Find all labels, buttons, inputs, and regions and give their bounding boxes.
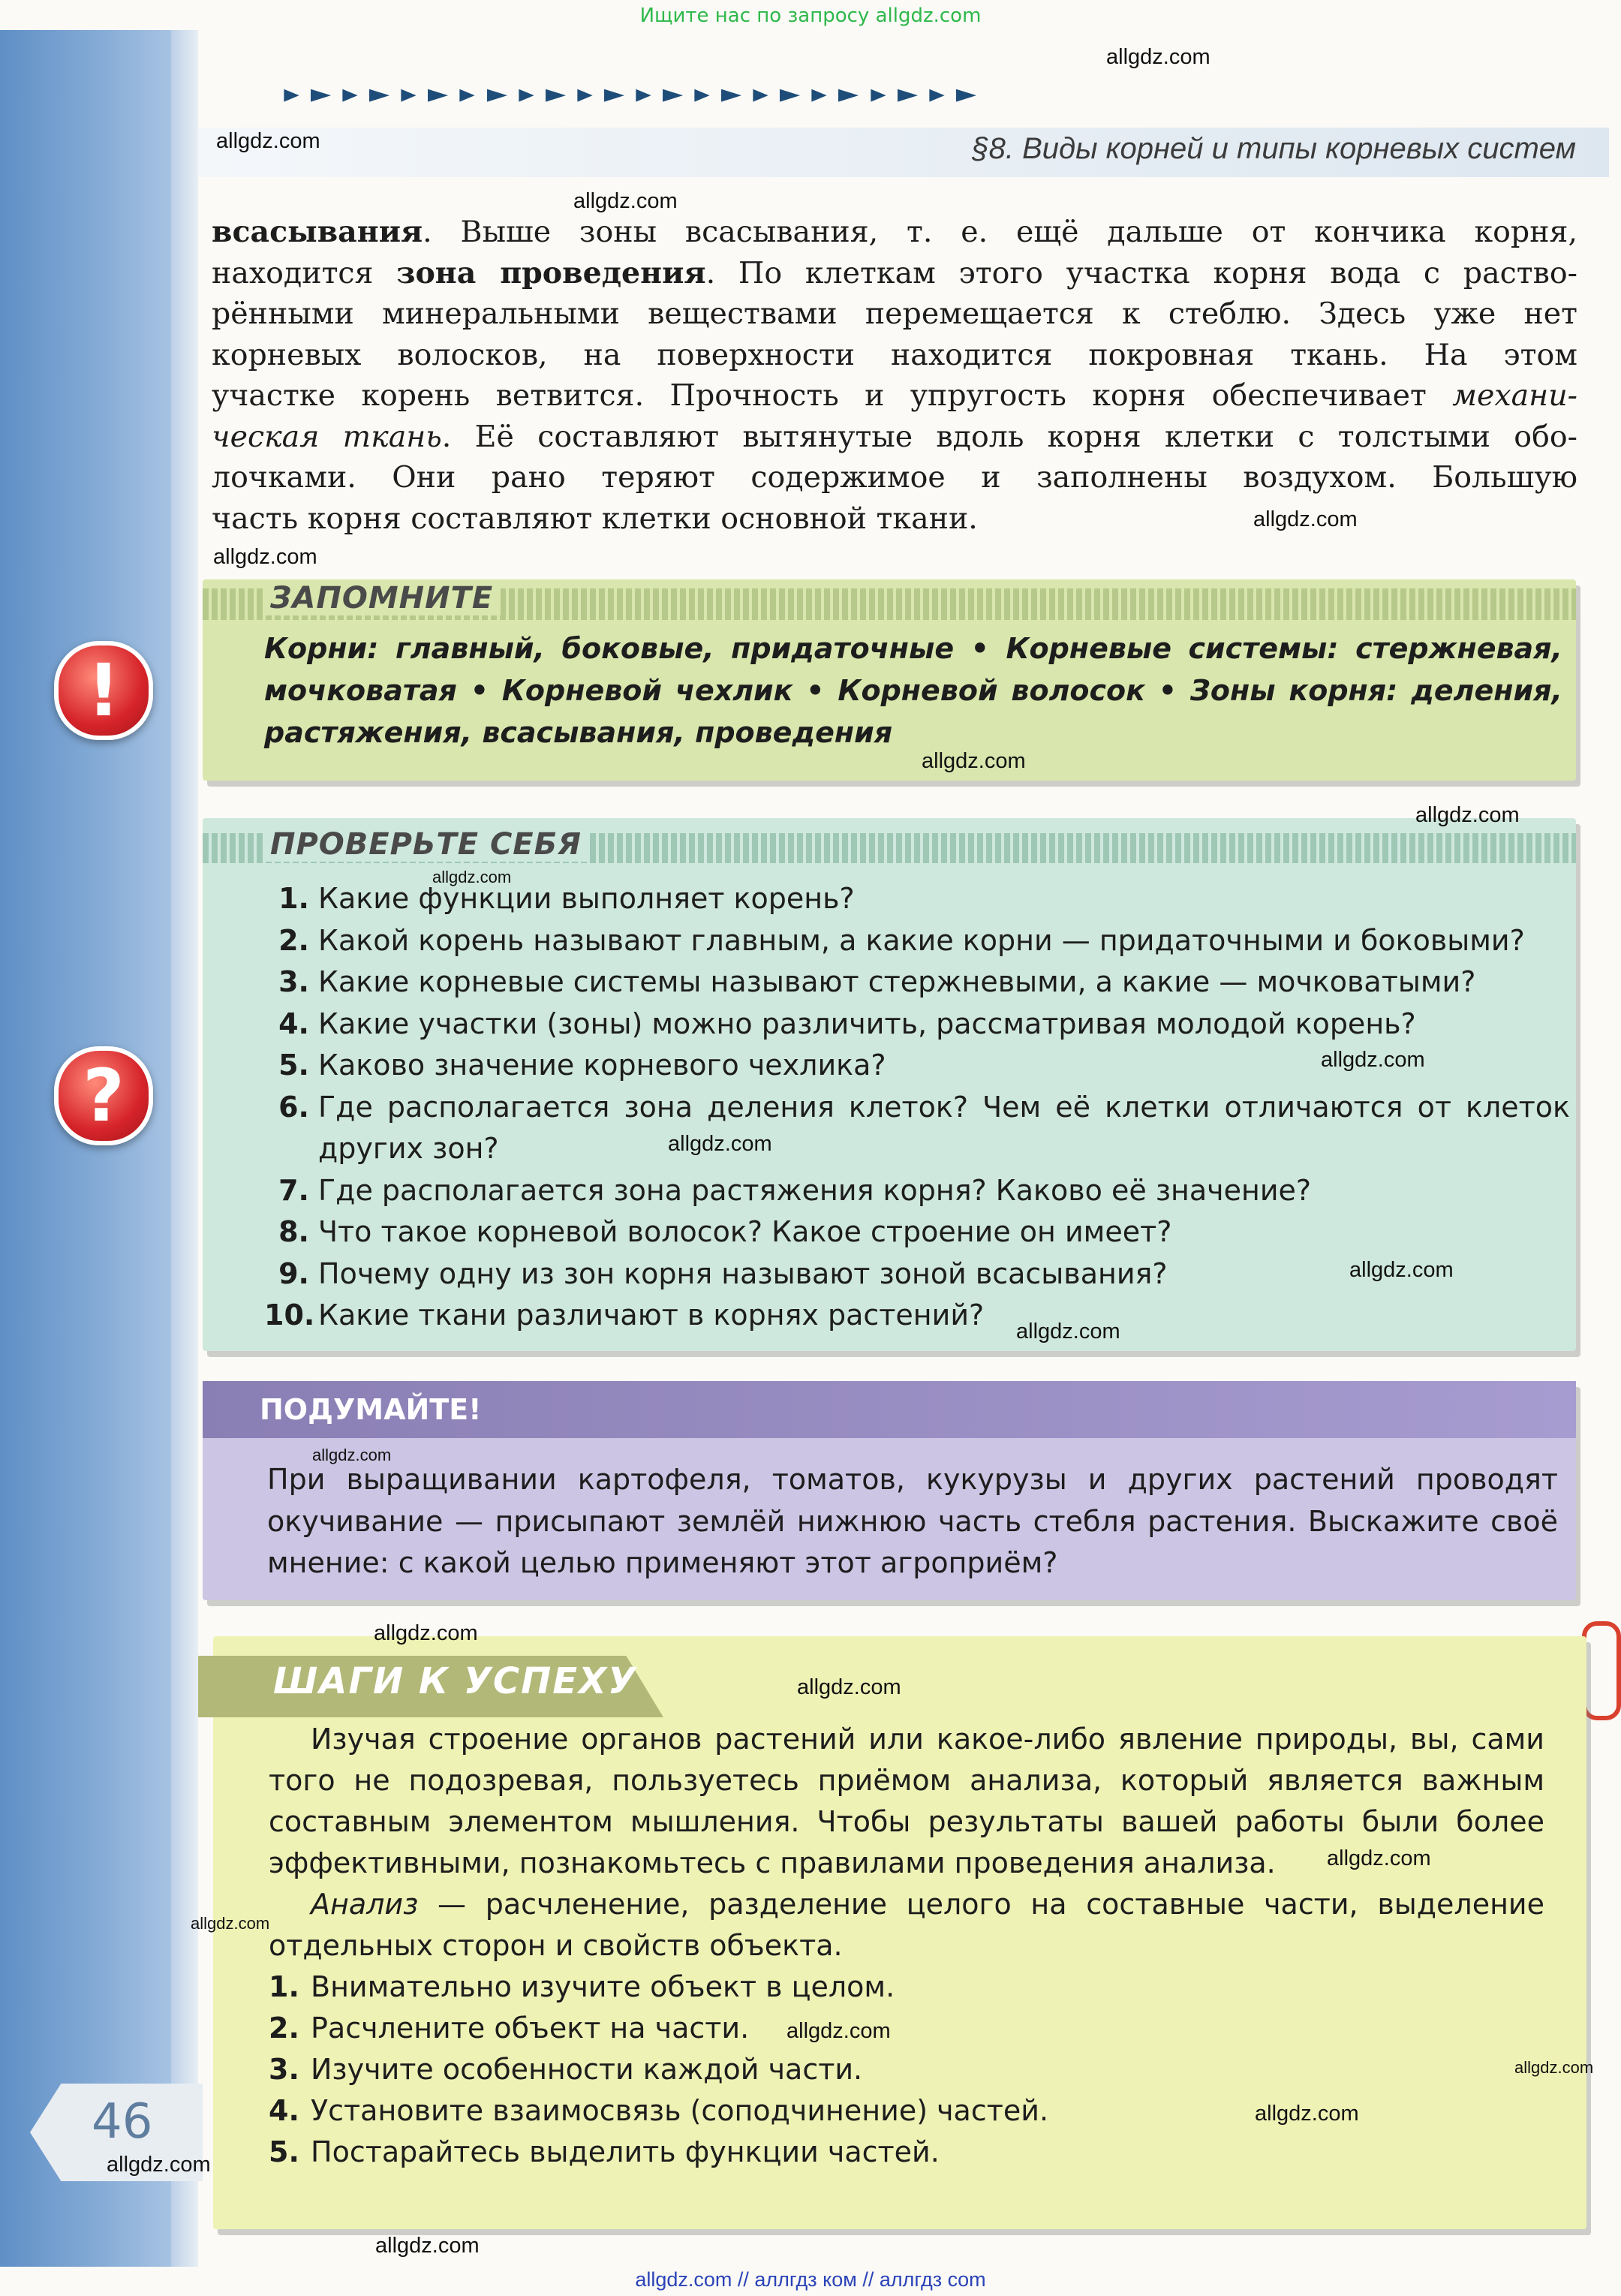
deer-icon: ▸ — [603, 79, 625, 109]
body-segment: . Выше зоны всасывания, т. е. ещё дальше от кончика корня, — [423, 215, 1577, 249]
body-segment: зона проведения — [396, 255, 706, 290]
question-item — [264, 1087, 1570, 1129]
body-line — [212, 253, 1577, 294]
question-icon: ? — [54, 1046, 153, 1145]
bird-icon: ▸ — [342, 79, 358, 109]
steps-list — [269, 1966, 1544, 2173]
question-number: 9. — [278, 1256, 309, 1290]
question-item — [264, 961, 1570, 1004]
watermark[interactable]: allgdz.com — [1253, 507, 1358, 531]
steps-title: ШАГИ К УСПЕХУ — [273, 1660, 638, 1702]
watermark[interactable]: allgdz.com — [312, 1446, 392, 1464]
wasp-icon: ▸ — [577, 79, 593, 109]
body-line — [212, 498, 1577, 540]
think-box — [203, 1381, 1576, 1600]
body-segment: механи- — [1452, 378, 1577, 413]
think-text: При выращивании картофеля, томатов, кукурузы и других растений проводят окучивание — присыпают землёй нижнюю часть стебля растения. Выскажите своё мнение: с какой целью применяют этот агроприём? — [267, 1463, 1558, 1579]
moth-icon: ▸ — [428, 79, 449, 109]
body-segment: участке корень ветвится. Прочность и упругость корня обеспечивает — [212, 378, 1453, 413]
watermark[interactable]: allgdz.com — [1321, 1048, 1425, 1072]
frog-icon: ▸ — [284, 79, 299, 109]
chapter-title: §8. Виды корней и типы корневых систем — [972, 132, 1576, 165]
step-number: 2. — [269, 2012, 299, 2045]
question-number: 1. — [278, 882, 309, 915]
scorpion-icon: ▸ — [838, 79, 859, 109]
body-line — [212, 293, 1577, 335]
step-item — [269, 2132, 1544, 2173]
pig-icon: ▸ — [780, 79, 801, 109]
body-line — [212, 335, 1577, 376]
bird-icon: ▸ — [897, 79, 918, 109]
step-text: Расчлените объект на части. — [311, 2012, 750, 2045]
question-text: Какие корневые системы называют стержневыми, а какие — мочковатыми? — [318, 965, 1476, 998]
body-segment: ческая ткань — [212, 419, 442, 454]
watermark[interactable]: allgdz.com — [786, 2019, 891, 2043]
step-number: 4. — [269, 2094, 299, 2127]
step-item — [269, 2008, 1544, 2049]
question-text: Каково значение корневого чехлика? — [318, 1049, 886, 1082]
check-title: ПРОВЕРЬТЕ СЕБЯ — [263, 827, 589, 862]
fish-icon: ▸ — [955, 79, 976, 109]
watermark[interactable]: allgdz.com — [1349, 1258, 1454, 1282]
question-item — [264, 1004, 1570, 1046]
snail-icon: ▸ — [545, 79, 566, 109]
question-number: 7. — [278, 1173, 309, 1207]
scorpion-icon: ▸ — [401, 79, 417, 109]
insect-icon: ▸ — [870, 79, 886, 109]
question-number: 6. — [278, 1090, 309, 1124]
watermark[interactable]: allgdz.com — [797, 1675, 901, 1699]
steps-definition — [269, 1884, 1544, 1966]
body-segment: лочками. Они рано теряют содержимое и заполнены воздухом. Большую — [212, 460, 1577, 495]
step-number: 1. — [269, 1970, 299, 2003]
lizard-icon: ▸ — [459, 79, 476, 109]
watermark[interactable]: allgdz.com — [1016, 1320, 1120, 1344]
step-number: 3. — [269, 2053, 299, 2086]
body-paragraph — [212, 212, 1577, 539]
steps-to-success-box — [213, 1636, 1586, 2229]
question-text: Какие функции выполняет корень? — [318, 882, 855, 915]
horse-icon: ▸ — [694, 79, 710, 109]
body-segment: находится — [212, 255, 397, 290]
step-text: Установите взаимосвязь (соподчинение) частей. — [311, 2094, 1049, 2127]
body-segment: . По клеткам этого участка корня вода с раство- — [705, 255, 1577, 290]
step-number: 5. — [269, 2135, 299, 2168]
step-item — [269, 2049, 1544, 2090]
remember-text: Корни: главный, боковые, придаточные • Корневые системы: стержневая, мочковатая • Корневой чехлик • Корневой волосок • Зоны корня: деления, растяжения, всасывания, проведения — [264, 632, 1562, 749]
watermark[interactable]: allgdz.com — [216, 129, 320, 153]
step-item — [269, 1966, 1544, 2008]
question-number: 2. — [278, 923, 309, 957]
body-segment: рёнными минеральными веществами перемещается к стеблю. Здесь уже нет — [212, 296, 1577, 331]
definition-text: — расчленение, разделение целого на составные части, выделение отдельных сторон и свойств объекта. — [269, 1888, 1544, 1962]
body-segment: корневых волосков, на поверхности находится покровная ткань. На этом — [212, 337, 1577, 372]
remember-title: ЗАПОМНИТЕ — [263, 581, 501, 615]
horse-icon: ▸ — [369, 79, 390, 109]
body-segment: всасывания — [212, 215, 423, 249]
question-text: Какой корень называют главным, а какие корни — придаточными и боковыми? — [318, 923, 1525, 957]
definition-term: Анализ — [311, 1888, 419, 1921]
left-sidebar-decoration — [0, 30, 171, 2267]
watermark[interactable]: allgdz.com — [107, 2153, 211, 2177]
fish-icon: ▸ — [636, 79, 651, 109]
question-text: других зон? — [318, 1132, 499, 1165]
bird-icon: ▸ — [518, 79, 534, 109]
step-text: Изучите особенности каждой части. — [311, 2053, 863, 2086]
watermark[interactable]: allgdz.com — [1415, 803, 1520, 827]
watermark[interactable]: allgdz.com — [922, 749, 1026, 773]
page-number: 46 — [92, 2094, 153, 2150]
question-item — [264, 1295, 1570, 1337]
watermark[interactable]: allgdz.com — [213, 545, 317, 569]
bird-icon: ▸ — [662, 79, 684, 109]
exclamation-icon: ! — [54, 641, 153, 740]
watermark[interactable]: allgdz.com — [1327, 1846, 1431, 1870]
search-hint-banner[interactable]: Ищите нас по запросу allgdz.com — [639, 5, 982, 27]
question-item — [264, 920, 1570, 962]
step-text: Внимательно изучите объект в целом. — [311, 1970, 895, 2003]
body-line — [212, 375, 1577, 417]
remember-box — [203, 579, 1576, 781]
question-text: Какие участки (зоны) можно различить, рассматривая молодой корень? — [318, 1007, 1416, 1040]
moth-icon: ▸ — [753, 79, 769, 109]
question-item — [264, 1170, 1570, 1212]
watermark[interactable]: allgdz.com — [1255, 2102, 1359, 2126]
watermark[interactable]: allgdz.com — [432, 868, 512, 886]
watermark[interactable]: allgdz.com — [374, 1621, 478, 1645]
question-text: Где располагается зона деления клеток? Чем её клетки отличаются от клеток — [318, 1090, 1570, 1124]
question-number: 10. — [264, 1298, 315, 1332]
question-text: Почему одну из зон корня называют зоной всасывания? — [318, 1256, 1168, 1290]
step-text: Постарайтесь выделить функции частей. — [311, 2135, 940, 2168]
footer-links[interactable]: allgdz.com // аллгдз ком // аллгдз com — [635, 2268, 986, 2291]
fish-icon: ▸ — [310, 79, 332, 109]
question-number: 5. — [278, 1049, 309, 1082]
watermark[interactable]: allgdz.com — [1106, 45, 1210, 69]
body-line — [212, 212, 1577, 253]
watermark[interactable]: allgdz.com — [191, 1914, 270, 1933]
watermark[interactable]: allgdz.com — [375, 2234, 480, 2258]
lizard-icon: ▸ — [811, 79, 828, 109]
question-number: 8. — [278, 1215, 309, 1248]
paperclip-icon — [1582, 1621, 1621, 1720]
body-segment: . Её составляют вытянутые вдоль корня клетки с толстыми обо- — [441, 419, 1577, 454]
deer-icon: ▸ — [929, 79, 945, 109]
question-text: Что такое корневой волосок? Какое строение он имеет? — [318, 1215, 1172, 1248]
question-number — [264, 1128, 318, 1170]
body-line — [212, 457, 1577, 498]
body-segment: часть корня составляют клетки основной ткани. — [212, 501, 978, 536]
question-item — [264, 1211, 1570, 1253]
think-title: ПОДУМАЙТЕ! — [260, 1393, 482, 1426]
question-item — [264, 1128, 1570, 1170]
question-number: 3. — [278, 965, 309, 998]
question-text: Какие ткани различают в корнях растений? — [318, 1298, 985, 1332]
body-line — [212, 417, 1577, 458]
question-number: 4. — [278, 1007, 309, 1040]
steps-intro: Изучая строение органов растений или какое-либо явление природы, вы, сами того не подозревая, пользуетесь приёмом анализа, который является важным составным элементом мышления. Чтобы результаты вашей работы были более эффективными, познакомьтесь с правилами проведения анализа. — [269, 1723, 1544, 1879]
animal-icons-strip — [285, 71, 1591, 116]
watermark[interactable]: allgdz.com — [1514, 2058, 1594, 2077]
watermark[interactable]: allgdz.com — [668, 1132, 772, 1156]
question-text: Где располагается зона растяжения корня? Каково её значение? — [318, 1173, 1312, 1207]
insect-icon: ▸ — [486, 79, 507, 109]
lizard-icon: ▸ — [721, 79, 742, 109]
watermark[interactable]: allgdz.com — [573, 189, 678, 213]
